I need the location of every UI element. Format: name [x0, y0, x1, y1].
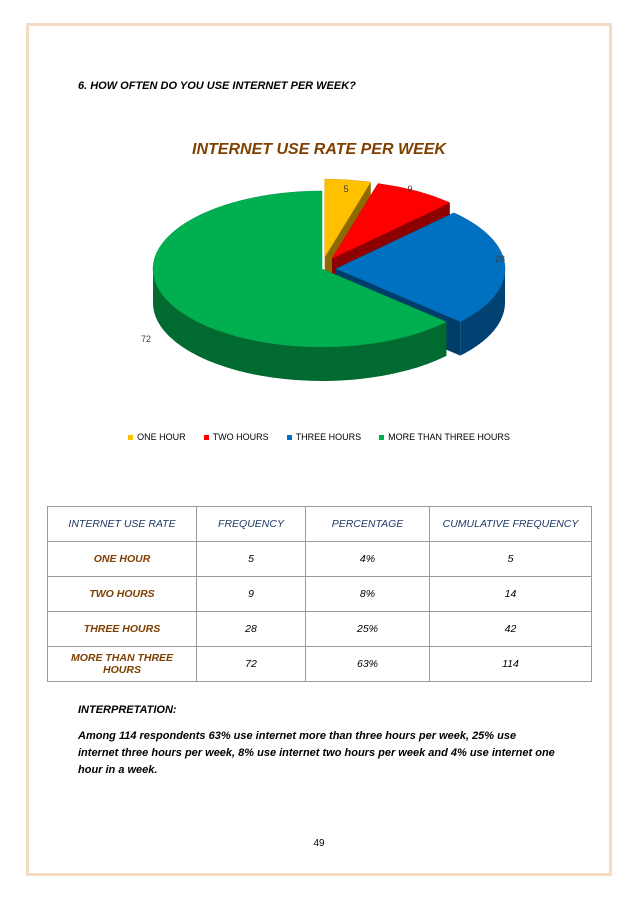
data-label-three-hours: 28 [494, 254, 506, 264]
cell-percentage: 8% [306, 577, 430, 612]
question-heading: 6. HOW OFTEN DO YOU USE INTERNET PER WEEK? [78, 80, 356, 92]
legend-swatch [204, 435, 209, 440]
legend-label: MORE THAN THREE HOURS [388, 432, 510, 442]
legend-label: TWO HOURS [212, 432, 269, 442]
chart-legend [0, 432, 638, 442]
interpretation-text: Among 114 respondents 63% use internet more than three hours per week, 25% use internet three hours per week, 8% use internet two hours per week and 4% use internet one hour in a week. [78, 730, 555, 776]
cell-frequency: 28 [197, 612, 306, 647]
header-cumulative-frequency: CUMULATIVE FREQUENCY [430, 507, 592, 542]
legend-label: ONE HOUR [137, 432, 186, 442]
pie-chart [0, 170, 638, 420]
cell-frequency: 9 [197, 577, 306, 612]
cell-rate: THREE HOURS [48, 612, 197, 647]
cell-percentage: 4% [306, 542, 430, 577]
data-label-one-hour: 5 [343, 184, 349, 194]
legend-label: THREE HOURS [295, 432, 362, 442]
legend-item-more-than-three-hours [379, 432, 510, 442]
legend-item-two-hours [204, 432, 269, 442]
legend-swatch [128, 435, 133, 440]
cell-frequency: 5 [197, 542, 306, 577]
cell-rate: ONE HOUR [48, 542, 197, 577]
cell-cumulative: 14 [430, 577, 592, 612]
data-label-more-than-three-hours: 72 [140, 334, 152, 344]
data-label-two-hours: 9 [407, 184, 413, 194]
header-percentage: PERCENTAGE [306, 507, 430, 542]
page-number: 49 [313, 838, 325, 849]
cell-rate: MORE THAN THREE HOURS [48, 647, 197, 682]
cell-cumulative: 42 [430, 612, 592, 647]
table-row [48, 577, 592, 612]
table-row [48, 542, 592, 577]
interpretation-heading: INTERPRETATION: [78, 704, 177, 716]
cell-frequency: 72 [197, 647, 306, 682]
legend-swatch [287, 435, 292, 440]
legend-item-one-hour [128, 432, 186, 442]
frequency-table [47, 506, 592, 682]
table-row [48, 612, 592, 647]
cell-cumulative: 5 [430, 542, 592, 577]
legend-swatch [379, 435, 384, 440]
chart-title: INTERNET USE RATE PER WEEK [192, 141, 446, 158]
cell-percentage: 63% [306, 647, 430, 682]
header-frequency: FREQUENCY [197, 507, 306, 542]
header-internet-use-rate: INTERNET USE RATE [48, 507, 197, 542]
cell-cumulative: 114 [430, 647, 592, 682]
cell-rate: TWO HOURS [48, 577, 197, 612]
cell-percentage: 25% [306, 612, 430, 647]
table-header-row [48, 507, 592, 542]
legend-item-three-hours [287, 432, 362, 442]
table-row [48, 647, 592, 682]
